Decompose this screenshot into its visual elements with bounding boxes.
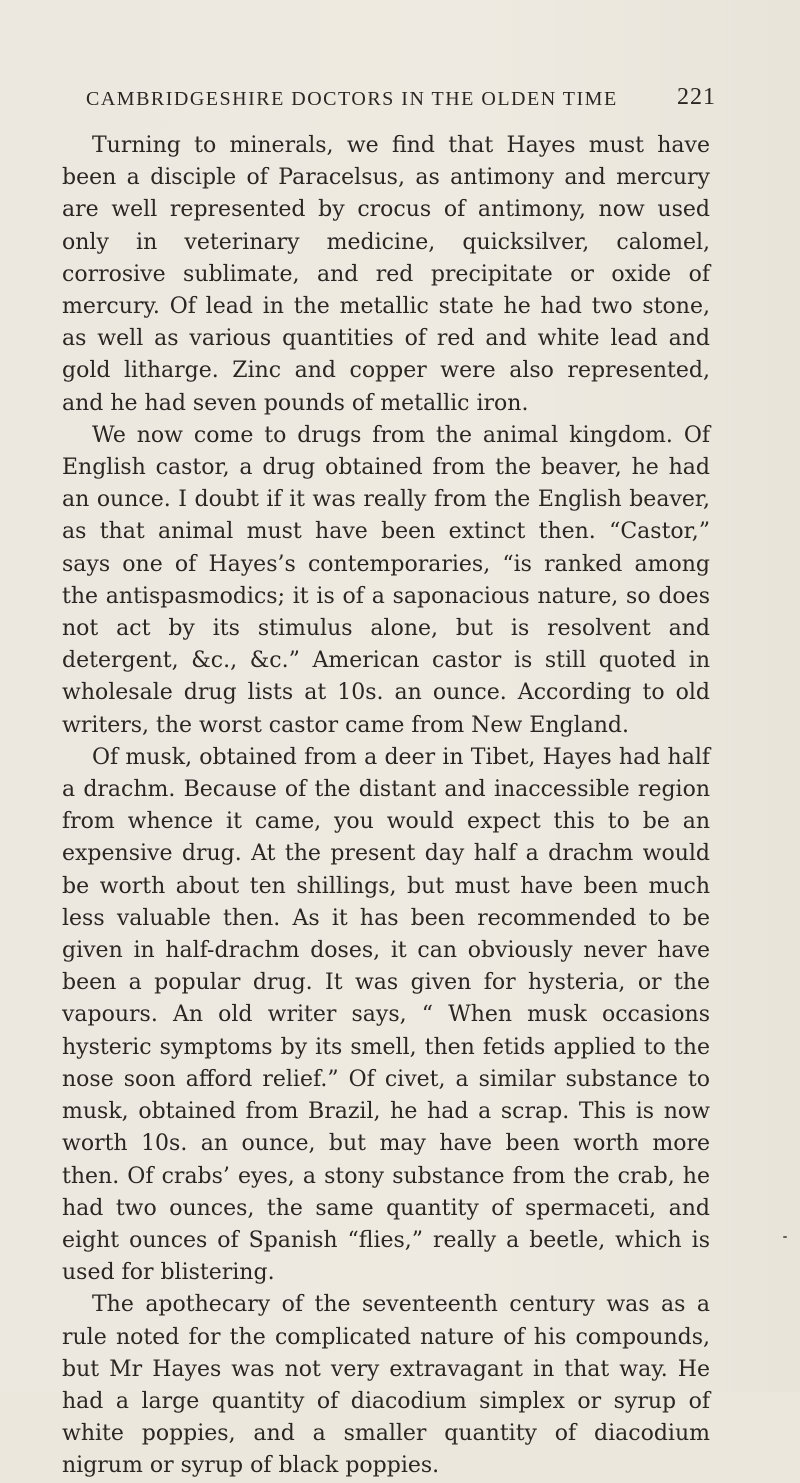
paragraph-minerals: Turning to minerals, we find that Hayes must have been a disciple of Paracelsus, as antimony and mercury are well represented by crocus of antimony, now used only in veterinary medicine, quicksilver, calomel, corrosive sublimate, and red precipitate or oxide of mercury. Of lead in the metallic state he had two stone, as well as various quantities of red and white lead and gold litharge. Zinc and copper were also represented, and he had seven pounds of metallic iron. — [62, 133, 710, 416]
margin-mark — [783, 1236, 787, 1238]
paragraph-animal-kingdom: We now come to drugs from the animal kingdom. Of English castor, a drug obtained from the beaver, he had an ounce. I doubt if it was really from the English beaver, as that animal must have been extinct then. “Castor,” says one of Hayes’s contemporaries, “is ranked among the antispasmodics; it is of a saponacious nature, so does not act by its stimulus alone, but is resolvent and detergent, &c., &c.” American castor is still quoted in wholesale drug lists at 10s. an ounce. According to old writers, the worst castor came from New England. — [62, 422, 710, 738]
paragraph-apothecary: The apothecary of the seventeenth century was as a rule noted for the complicated nature of his compounds, but Mr Hayes was not very extravagant in that way. He had a large quantity of diacodium simplex or syrup of white poppies, and a smaller quantity of diacodium nigrum or syrup of black poppies. — [62, 1292, 710, 1479]
body-text — [62, 130, 710, 1483]
paragraph-musk: Of musk, obtained from a deer in Tibet, Hayes had half a drachm. Because of the distant and inaccessible region from whence it came, you would expect this to be an expensive drug. At the present day half a drachm would be worth about ten shillings, but must have been much less valuable then. As it has been recommended to be given in half-drachm doses, it can obviously never have been a popular drug. It was given for hysteria, or the vapours. An old writer says, “ When musk occasions hysteric symptoms by its smell, then fetids applied to the nose soon afford relief.” Of civet, a similar substance to musk, obtained from Brazil, he had a scrap. This is now worth 10s. an ounce, but may have been worth more then. Of crabs’ eyes, a stony substance from the crab, he had two ounces, the same quantity of spermaceti, and eight ounces of Spanish “flies,” really a beetle, which is used for blistering. — [62, 744, 710, 1286]
running-head — [86, 80, 716, 116]
page-number: 221 — [677, 84, 716, 110]
running-title: CAMBRIDGESHIRE DOCTORS IN THE OLDEN TIME — [86, 88, 618, 110]
